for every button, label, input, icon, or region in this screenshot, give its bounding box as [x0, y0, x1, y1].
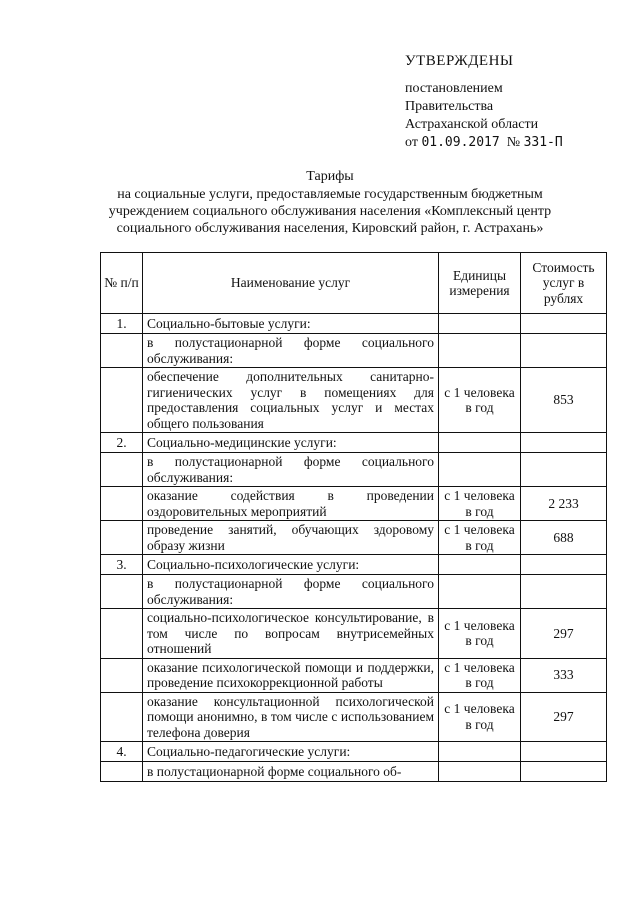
row-num [101, 521, 143, 555]
row-num: 1. [101, 314, 143, 334]
row-price: 2 233 [521, 487, 607, 521]
row-price [521, 575, 607, 609]
row-unit [439, 555, 521, 575]
row-price: 333 [521, 658, 607, 692]
approval-number: 331-П [523, 135, 563, 150]
table-row [101, 692, 607, 742]
header-name: Наименование услуг [143, 253, 439, 314]
row-name: в полустационарной форме социального обслуживания: [143, 334, 439, 368]
row-unit [439, 742, 521, 762]
table-row [101, 433, 607, 453]
row-name: Социально-психологические услуги: [143, 555, 439, 575]
row-unit [439, 575, 521, 609]
row-name: обеспечение дополнительных санитарно-гигиенических услуг в помещениях для предоставления социальных услуг и местах общего пользования [143, 368, 439, 433]
row-price [521, 433, 607, 453]
row-price: 297 [521, 692, 607, 742]
table-row [101, 314, 607, 334]
row-num [101, 762, 143, 782]
row-name: Социально-педагогические услуги: [143, 742, 439, 762]
row-num: 3. [101, 555, 143, 575]
header-num: № п/п [101, 253, 143, 314]
table-row [101, 609, 607, 659]
document-subtitle-line: учреждением социального обслуживания населения «Комплексный центр [108, 204, 552, 219]
row-price [521, 314, 607, 334]
row-num [101, 575, 143, 609]
row-name: Социально-бытовые услуги: [143, 314, 439, 334]
table-row [101, 575, 607, 609]
row-price: 688 [521, 521, 607, 555]
document-subtitle-line: социального обслуживания населения, Кировский район, г. Астрахань» [116, 221, 544, 236]
approval-number-sign: № [506, 135, 521, 150]
row-name: Социально-медицинские услуги: [143, 433, 439, 453]
row-unit: с 1 человека в год [439, 609, 521, 659]
table-row [101, 487, 607, 521]
row-unit: с 1 человека в год [439, 368, 521, 433]
row-price: 853 [521, 368, 607, 433]
document-title-block [60, 168, 600, 237]
row-name: оказание содействия в проведении оздоровительных мероприятий [143, 487, 439, 521]
table-row [101, 658, 607, 692]
approval-heading: УТВЕРЖДЕНЫ [405, 53, 514, 69]
row-price: 297 [521, 609, 607, 659]
row-unit: с 1 человека в год [439, 521, 521, 555]
row-name: социально-психологическое консультирование, в том числе по вопросам внутрисемейных отношений [143, 609, 439, 659]
approval-date: 01.09.2017 [421, 135, 500, 150]
row-price [521, 334, 607, 368]
table-row [101, 368, 607, 433]
row-unit [439, 334, 521, 368]
table-body [101, 314, 607, 782]
table-row [101, 453, 607, 487]
row-price [521, 742, 607, 762]
header-price: Стоимость услуг в рублях [521, 253, 607, 314]
approval-date-prefix: от [405, 135, 418, 150]
row-name: оказание психологической помощи и поддержки, проведение психокоррекционной работы [143, 658, 439, 692]
row-num [101, 368, 143, 433]
row-num [101, 609, 143, 659]
approval-line: Астраханской области [405, 117, 539, 132]
row-num [101, 334, 143, 368]
row-unit: с 1 человека в год [439, 658, 521, 692]
row-num [101, 453, 143, 487]
table-row [101, 555, 607, 575]
approval-block [405, 52, 635, 152]
table-header-row [101, 253, 607, 314]
row-unit [439, 433, 521, 453]
row-unit [439, 762, 521, 782]
row-unit [439, 453, 521, 487]
row-name: оказание консультационной психологической помощи анонимно, в том числе с использованием телефона доверия [143, 692, 439, 742]
approval-line: постановлением [405, 81, 503, 96]
row-price [521, 453, 607, 487]
document-subtitle-line: на социальные услуги, предоставляемые государственным бюджетным [117, 187, 543, 202]
row-num [101, 487, 143, 521]
row-price [521, 555, 607, 575]
approval-date-line [405, 134, 635, 152]
row-name: в полустационарной форме социального обслуживания: [143, 453, 439, 487]
tariffs-table [100, 252, 607, 782]
table-row [101, 334, 607, 368]
table-row [101, 762, 607, 782]
approval-line: Правительства [405, 99, 494, 114]
row-num [101, 692, 143, 742]
table-row [101, 742, 607, 762]
row-name: в полустационарной форме социального обслуживания: [143, 575, 439, 609]
row-unit [439, 314, 521, 334]
row-price [521, 762, 607, 782]
header-unit: Единицы измерения [439, 253, 521, 314]
row-name: в полустационарной форме социального об- [143, 762, 439, 782]
row-num: 2. [101, 433, 143, 453]
row-unit: с 1 человека в год [439, 692, 521, 742]
table-row [101, 521, 607, 555]
row-num: 4. [101, 742, 143, 762]
row-name: проведение занятий, обучающих здоровому образу жизни [143, 521, 439, 555]
row-unit: с 1 человека в год [439, 487, 521, 521]
document-title: Тарифы [306, 169, 354, 184]
row-num [101, 658, 143, 692]
